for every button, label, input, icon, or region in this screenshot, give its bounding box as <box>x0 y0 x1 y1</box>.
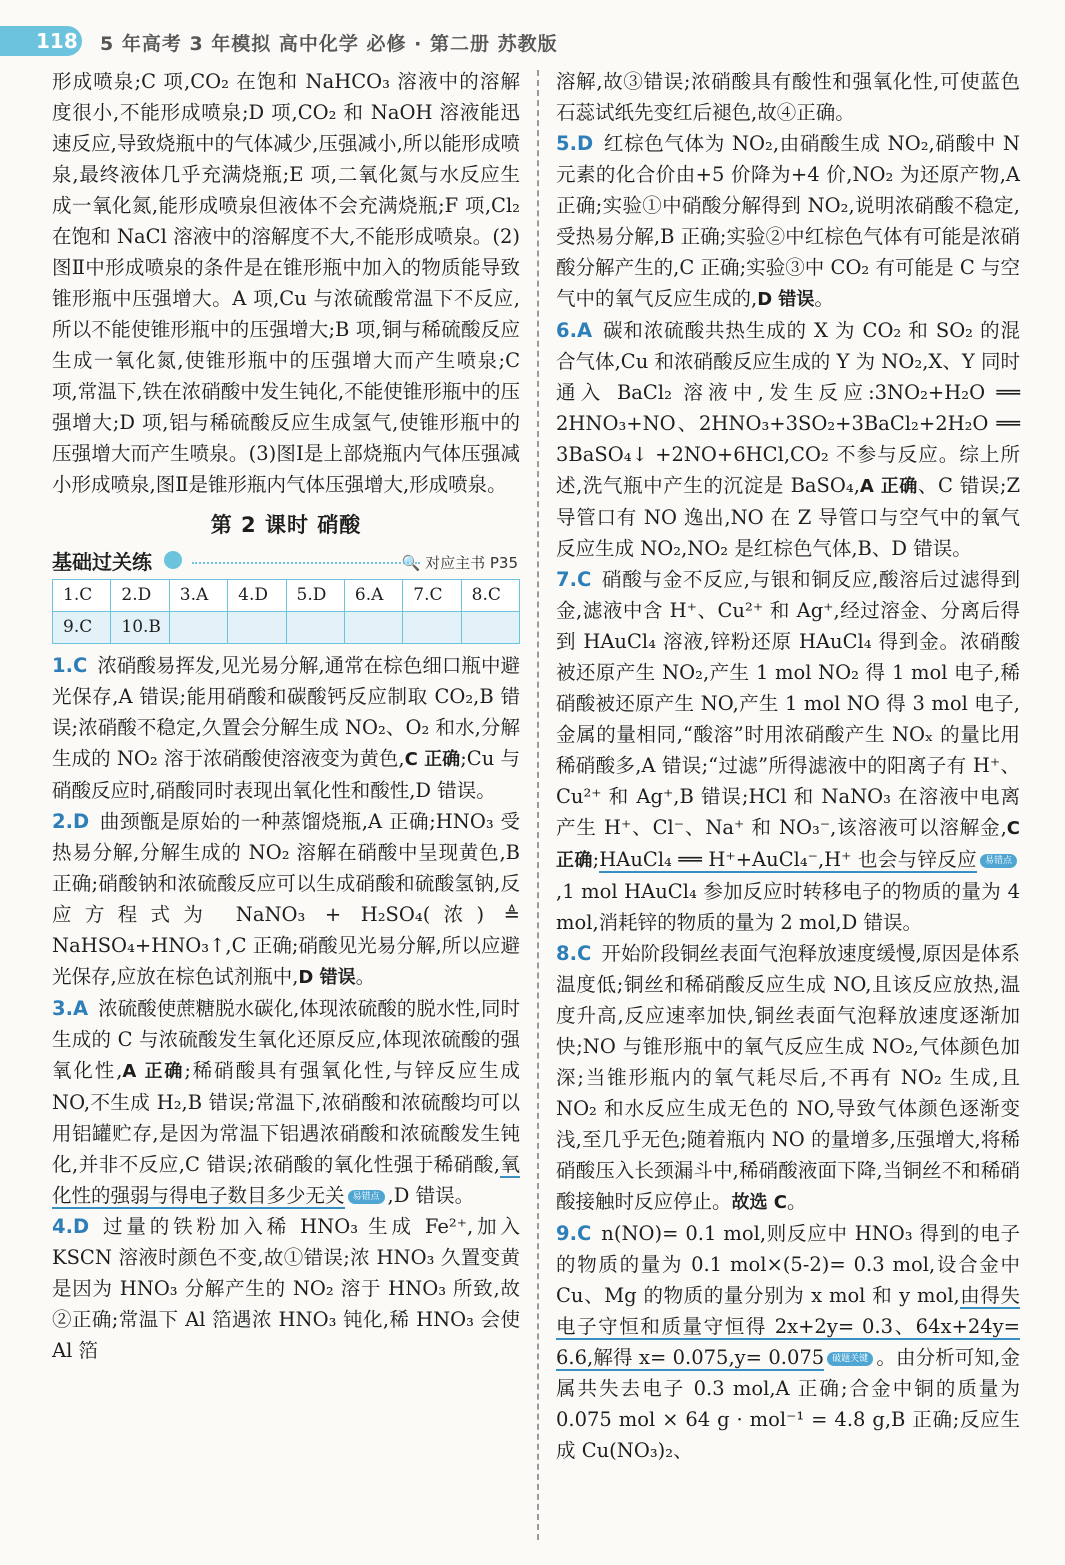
question-number <box>52 810 99 833</box>
question-number <box>556 942 601 965</box>
answer-choice: C <box>72 654 88 677</box>
answer-text: ,1 mol HAuCl₄ 参加反应时转移电子的物质的量为 4 mol,消耗锌的物质的量为 2 mol,D 错误。 <box>556 880 1020 934</box>
question-number <box>556 1222 601 1245</box>
answer-1 <box>52 650 520 806</box>
question-number-text: 6. <box>556 319 577 342</box>
answer-text: 、C 错误;Z 导管口有 NO 逸出,NO 在 Z 导管口与空气中的氧气反应生成 NO₂,NO₂ 是红棕色气体,B、D 错误。 <box>556 474 1020 560</box>
answer-cell: 1.C <box>53 580 111 612</box>
answer-choice: A <box>576 319 593 342</box>
answer-cell: 8.C <box>461 580 519 612</box>
answer-choice: A <box>72 997 89 1020</box>
key-point-tag: 破题关键 <box>827 1352 873 1366</box>
book-title: 5 年高考 3 年模拟 高中化学 必修 · 第二册 苏教版 <box>100 33 558 55</box>
underlined-key-point: HAuCl₄ ══ H⁺+AuCl₄⁻,H⁺ 也会与锌反应 <box>599 848 977 871</box>
answer-cell <box>228 612 286 644</box>
answer-cell <box>344 612 402 644</box>
answer-text: 开始阶段铜丝表面气泡释放速度缓慢,原因是体系温度低;铜丝和稀硝酸反应生成 NO,且该反应放热,温度升高,反应速率加快,铜丝表面气泡释放速度逐渐加快;NO 与锥形瓶中的氧气反应生成 NO₂,气体颜色加深;当锥形瓶内的氧气耗尽后,不再有 NO₂ 生成,且 NO₂ 和水反应生成无色的 NO,导致气体颜色逐渐变浅,至几乎无色;随着瓶内 NO 的量增多,压强增大,将稀硝酸压入长颈漏斗中,稀硝酸液面下降,当铜丝不和稀硝酸接触时反应停止。 <box>556 942 1020 1213</box>
answer-cell: 2.D <box>111 580 169 612</box>
answer-text: 曲颈甑是原始的一种蒸馏烧瓶,A 正确;HNO₃ 受热易分解,分解生成的 NO₂ 溶解在硝酸中呈现黄色,B 正确;硝酸钠和浓硫酸反应可以生成硝酸和硫酸氢钠,反应方程式为 NaNO₃ + H₂SO₄(浓) ≜ NaHSO₄+HNO₃↑,C 正确;硝酸见光易分解,所以应避光保存,应放在棕色试剂瓶中, <box>52 810 520 988</box>
answer-cell: 10.B <box>111 612 169 644</box>
book-reference-text: 对应主书 P35 <box>425 554 518 572</box>
answer-grid <box>52 579 520 644</box>
question-number-text: 3. <box>52 997 73 1020</box>
answer-text: ; <box>592 848 600 871</box>
answer-text: ,D 错误。 <box>387 1184 475 1207</box>
answer-9 <box>556 1218 1020 1466</box>
answer-4-continued: 溶解,故③错误;浓硝酸具有酸性和强氧化性,可使蓝色石蕊试纸先变红后褪色,故④正确。 <box>556 70 1020 124</box>
answer-choice: D <box>576 132 594 155</box>
answer-3 <box>52 993 520 1211</box>
lesson-title: 第 2 课时 硝酸 <box>210 513 362 537</box>
answer-choice: C <box>576 1222 592 1245</box>
answer-text: 浓硫酸使蔗糖脱水碳化,体现浓硫酸的脱水性,同时生成的 C 与浓硫酸发生氧化还原反应,体现浓硫酸的强氧化性, <box>52 997 520 1082</box>
answer-cell: 7.C <box>403 580 461 612</box>
answer-cell: 5.D <box>286 580 344 612</box>
answer-choice: C <box>576 942 592 965</box>
section-header <box>52 545 520 577</box>
answer-text: n(NO)= 0.1 mol,则反应中 HNO₃ 得到的电子的物质的量为 0.1 mol×(5-2)= 0.3 mol,设合金中 Cu、Mg 的物质的量分别为 x mol 和 y mol, <box>556 1222 1020 1307</box>
question-number <box>556 132 603 155</box>
answer-7 <box>556 564 1020 938</box>
answer-cell: 4.D <box>228 580 286 612</box>
answer-6 <box>556 315 1020 564</box>
answer-cell <box>461 612 519 644</box>
answer-emphasis: C 正确 <box>556 818 1020 871</box>
question-number-text: 1. <box>52 654 73 677</box>
answer-cell <box>169 612 227 644</box>
page-header <box>0 20 1065 64</box>
answer-text: ;稀硝酸具有强氧化性,与锌反应生成 NO,不生成 H₂,B 错误;常温下,浓硝酸和浓硫酸均可以用铝罐贮存,是因为常温下铝遇浓硝酸和浓硫酸发生钝化,并非不反应,C 错误;浓硝酸的氧化性强于稀硝酸, <box>52 1059 520 1176</box>
section-dotted-line <box>192 562 420 564</box>
answer-4 <box>52 1211 520 1366</box>
answer-emphasis: D 错误 <box>757 289 815 310</box>
question-number-text: 7. <box>556 568 577 591</box>
answer-emphasis: A 正确 <box>122 1061 185 1082</box>
easy-error-tag: 易错点 <box>980 854 1017 868</box>
answer-cell <box>403 612 461 644</box>
answer-cell: 6.A <box>344 580 402 612</box>
answer-text: 浓硝酸易挥发,见光易分解,通常在棕色细口瓶中避光保存,A 错误;能用硝酸和碳酸钙反应制取 CO₂,B 错误;浓硝酸不稳定,久置会分解生成 NO₂、O₂ 和水,分解生成的 NO₂ 溶于浓硝酸使溶液变为黄色, <box>52 654 520 770</box>
question-number <box>52 1215 99 1238</box>
answer-2 <box>52 806 520 993</box>
answer-text: 硝酸与金不反应,与银和铜反应,酸溶后过滤得到金,滤液中含 H⁺、Cu²⁺ 和 Ag⁺,经过溶金、分离后得到 HAuCl₄ 溶液,锌粉还原 HAuCl₄ 得到金。浓硝酸被还原产生 NO₂,产生 1 mol NO₂ 得 1 mol 电子,稀硝酸被还原产生 NO,产生 1 mol NO 得 3 mol 电子,金属的量相同,“酸溶”时用浓硝酸产生 NOₓ 的量比用稀硝酸多,A 错误;“过滤”所得滤液中的阳离子有 H⁺、Cu²⁺ 和 Ag⁺,B 错误;HCl 和 NaNO₃ 在溶液中电离产生 H⁺、Cl⁻、Na⁺ 和 NO₃⁻,该溶液可以溶解金, <box>556 568 1020 839</box>
answer-text: 。由分析可知,金属共失去电子 0.3 mol,A 正确;合金中铜的质量为 0.075 mol × 64 g · mol⁻¹ = 4.8 g,B 正确;反应生成 Cu(NO₃)₂、 <box>556 1346 1020 1462</box>
answer-choice: D <box>72 810 90 833</box>
right-column <box>556 66 1020 1466</box>
section-label: 基础过关练 <box>52 550 152 574</box>
question-number-text: 2. <box>52 810 73 833</box>
column-divider <box>537 70 539 1540</box>
answer-emphasis: C 正确 <box>404 749 461 770</box>
answer-text: 。 <box>814 287 834 310</box>
answer-choice: D <box>72 1215 90 1238</box>
page-number: 118 <box>36 29 78 53</box>
answer-text: 。 <box>787 1190 807 1213</box>
question-number-text: 9. <box>556 1222 577 1245</box>
question-number <box>556 319 602 342</box>
answer-cell: 3.A <box>169 580 227 612</box>
answer-text: 过量的铁粉加入稀 HNO₃ 生成 Fe²⁺,加入 KSCN 溶液时颜色不变,故①错误;浓 HNO₃ 久置变黄是因为 HNO₃ 分解产生的 NO₂ 溶于 HNO₃ 所致,故②正确;常温下 Al 箔遇浓 HNO₃ 钝化,稀 HNO₃ 会使 Al 箔 <box>52 1215 520 1362</box>
answer-emphasis: D 错误 <box>298 967 356 988</box>
underlined-key-point: 氧化性的强弱与得电子数目多少无关 <box>52 1153 520 1207</box>
easy-error-tag: 易错点 <box>348 1190 385 1204</box>
question-number-text: 8. <box>556 942 577 965</box>
question-number <box>52 997 98 1020</box>
question-number <box>52 654 97 677</box>
answer-text: ;Cu 与硝酸反应时,硝酸同时表现出氧化性和酸性,D 错误。 <box>52 747 520 802</box>
answer-text: 。 <box>355 965 376 988</box>
question-number-text: 4. <box>52 1215 73 1238</box>
answer-text: 碳和浓硫酸共热生成的 X 为 CO₂ 和 SO₂ 的混合气体,Cu 和浓硝酸反应生成的 Y 为 NO₂,X、Y 同时通入 BaCl₂ 溶液中,发生反应:3NO₂+H₂O ══ 2HNO₃+NO、2HNO₃+3SO₂+3BaCl₂+2H₂O ══ 3BaSO₄↓ +2NO+6HCl,CO₂ 不参与反应。综上所述,洗气瓶中产生的沉淀是 BaSO₄, <box>556 319 1020 497</box>
answer-emphasis: 故选 C <box>731 1192 787 1213</box>
answer-grid-row <box>53 612 520 644</box>
answer-emphasis: A 正确 <box>859 476 918 497</box>
answer-grid-row <box>53 580 520 612</box>
answer-cell: 9.C <box>53 612 111 644</box>
book-reference: 🔍 对应主书 P35 <box>401 554 518 572</box>
answer-text: 红棕色气体为 NO₂,由硝酸生成 NO₂,硝酸中 N 元素的化合价由+5 价降为+4 价,NO₂ 为还原产物,A 正确;实验①中硝酸分解得到 NO₂,说明浓硝酸不稳定,受热易分解,B 正确;实验②中红棕色气体有可能是浓硝酸分解产生的,C 正确;实验③中 CO₂ 有可能是 C 与空气中的氧气反应生成的, <box>556 132 1020 310</box>
section-dot-icon <box>164 551 182 569</box>
answer-8 <box>556 938 1020 1218</box>
answer-cell <box>286 612 344 644</box>
answer-choice: C <box>576 568 592 591</box>
fountain-explanation-continued: 形成喷泉;C 项,CO₂ 在饱和 NaHCO₃ 溶液中的溶解度很小,不能形成喷泉;D 项,CO₂ 和 NaOH 溶液能迅速反应,导致烧瓶中的气体减少,压强减小,所以能形成喷泉,最终液体几乎充满烧瓶;E 项,二氧化氮与水反应生成一氧化氮,能形成喷泉但液体不会充满烧瓶;F 项,Cl₂ 在饱和 NaCl 溶液中的溶解度不大,不能形成喷泉。(2)图Ⅱ中形成喷泉的条件是在锥形瓶中加入的物质能导致锥形瓶中压强增大。A 项,Cu 与浓硫酸常温下不反应,所以不能使锥形瓶中的压强增大;B 项,铜与稀硫酸反应生成一氧化氮,使锥形瓶中的压强增大而产生喷泉;C 项,常温下,铁在浓硝酸中发生钝化,不能使锥形瓶中的压强增大;D 项,铝与稀硫酸反应生成氢气,使锥形瓶中的压强增大而产生喷泉。(3)图Ⅰ是上部烧瓶内气体压强减小形成喷泉,图Ⅱ是锥形瓶内气体压强增大,形成喷泉。 <box>52 70 520 496</box>
left-column <box>52 66 520 1366</box>
underlined-key-point: 由得失电子守恒和质量守恒得 2x+2y= 0.3、64x+24y= 6.6,解得 x= 0.075,y= 0.075 <box>556 1284 1020 1369</box>
answer-5 <box>556 128 1020 315</box>
question-number-text: 5. <box>556 132 577 155</box>
question-number <box>556 568 601 591</box>
